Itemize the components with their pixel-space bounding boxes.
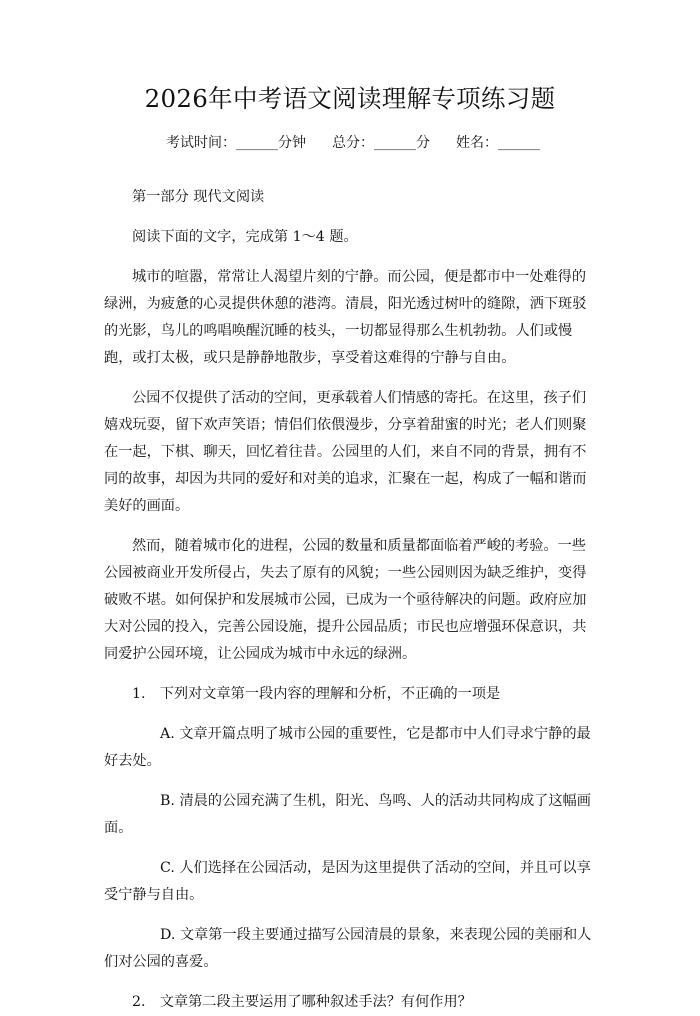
exam-info-line [166,132,540,152]
time-blank: ______ [236,135,278,151]
passage-paragraph: 公园不仅提供了活动的空间，更承载着人们情感的寄托。在这里，孩子们嬉戏玩耍，留下欢声笑语；情侣们依偎漫步，分享着甜蜜的时光；老人们则聚在一起，下棋、聊天，回忆着往昔。公园里的人们，来自不同的背景，拥有不同的故事，却因为共同的爱好和对美的追求，汇聚在一起，构成了一幅和谐而美好的画面。 [104,390,587,514]
time-label: 考试时间： [166,135,236,151]
question-2: 2. 文章第二段主要运用了哪种叙述手法？有何作用？ [132,994,472,1010]
passage-paragraph: 城市的喧嚣，常常让人渴望片刻的宁静。而公园，便是都市中一处难得的绿洲，为疲惫的心灵提供休憩的港湾。清晨，阳光透过树叶的缝隙，洒下斑驳的光影，鸟儿的鸣唱唤醒沉睡的枝头，一切都显得那么生机勃勃。人们或慢跑，或打太极，或只是静静地散步，享受着这难得的宁静与自由。 [104,269,587,366]
document-title: 2026年中考语文阅读理解专项练习题 [144,84,556,113]
question-1-option-a: A. 文章开篇点明了城市公园的重要性，它是都市中人们寻求宁静的最好去处。 [104,726,591,769]
passage-paragraph: 然而，随着城市化的进程，公园的数量和质量都面临着严峻的考验。一些公园被商业开发所侵占，失去了原有的风貌；一些公园则因为缺乏维护，变得破败不堪。如何保护和发展城市公园，已成为一个亟待解决的问题。政府应加大对公园的投入，完善公园设施，提升公园品质；市民也应增强环保意识，共同爱护公园环境，让公园成为城市中永远的绿洲。 [104,538,587,662]
score-label: 总分： [332,135,374,151]
question-1-option-d: D. 文章第一段主要通过描写公园清晨的景象，来表现公园的美丽和人们对公园的喜爱。 [104,927,592,970]
name-label: 姓名： [456,135,498,151]
question-1: 1. 下列对文章第一段内容的理解和分析，不正确的一项是 [132,686,501,702]
reading-instruction: 阅读下面的文字，完成第 1～4 题。 [132,229,358,245]
section-title: 第一部分 现代文阅读 [132,189,265,205]
score-unit: 分 [416,135,430,151]
time-unit: 分钟 [278,135,306,151]
question-1-option-b: B. 清晨的公园充满了生机，阳光、鸟鸣、人的活动共同构成了这幅画面。 [104,793,591,836]
document-body [104,184,599,1016]
name-blank: ______ [498,135,540,151]
score-blank: ______ [374,135,416,151]
question-1-option-c: C. 人们选择在公园活动，是因为这里提供了活动的空间，并且可以享受宁静与自由。 [104,860,591,903]
